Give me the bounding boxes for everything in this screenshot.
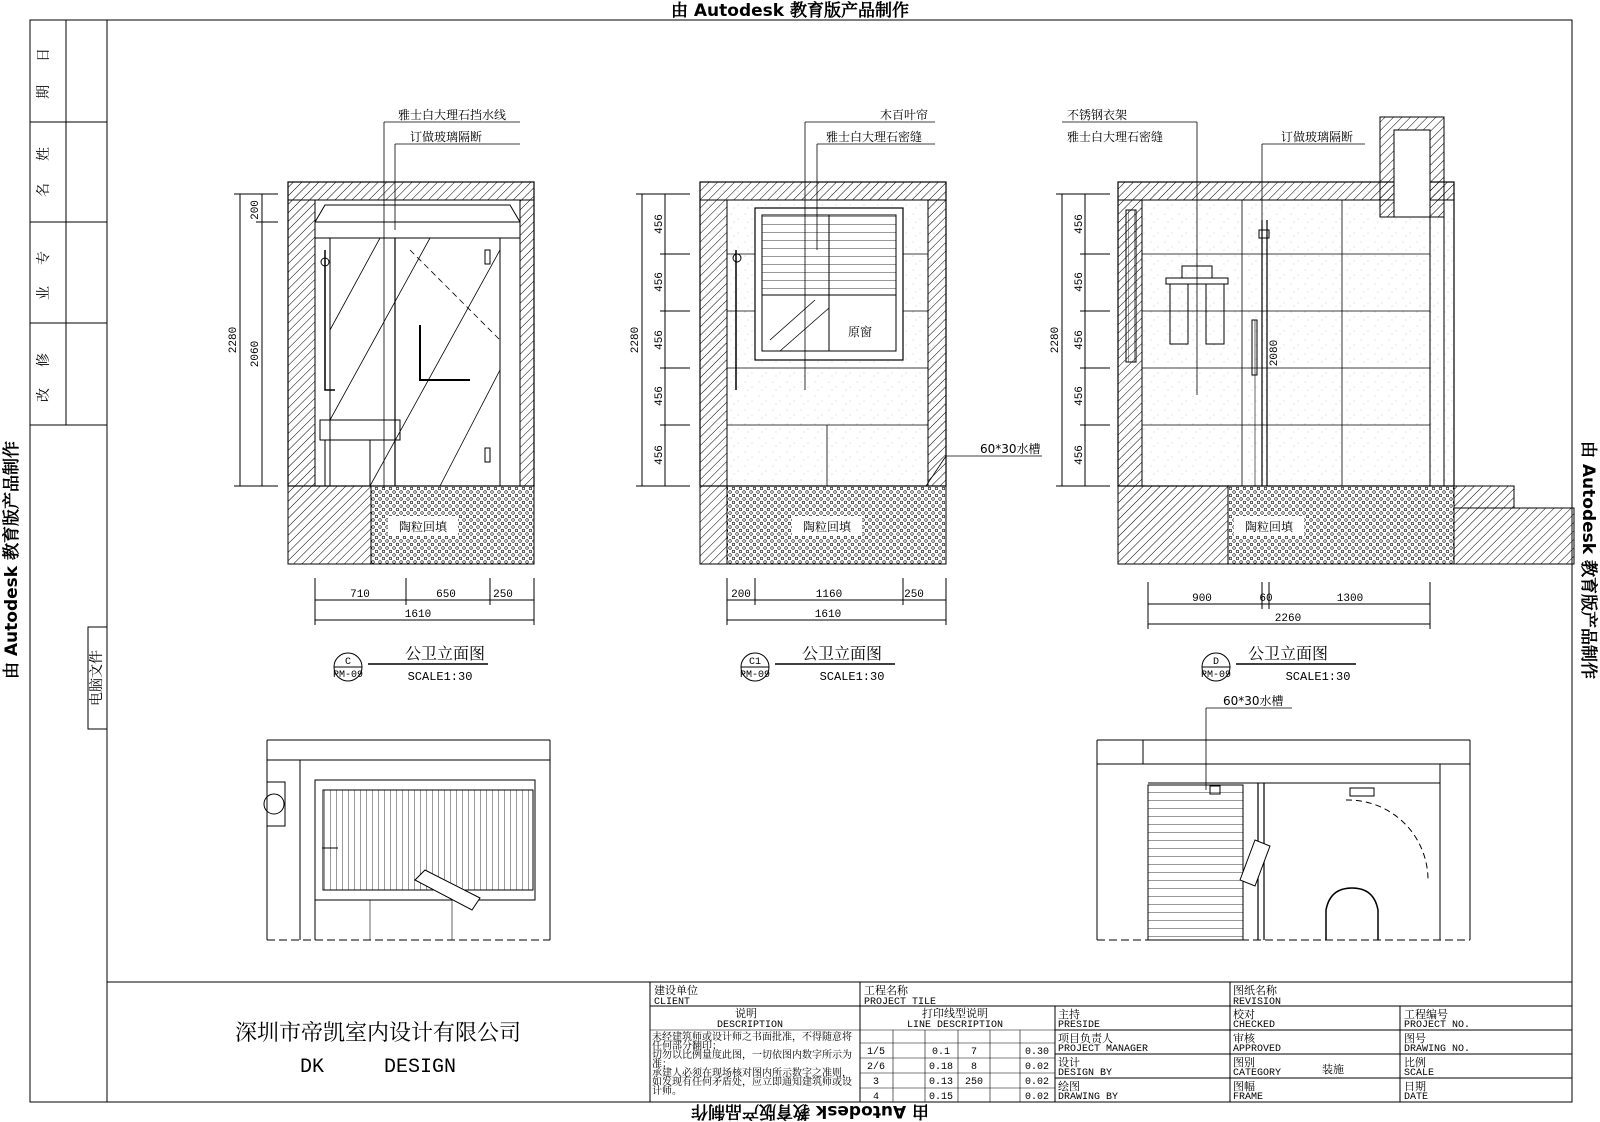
line-row-4-a: 4 bbox=[872, 1092, 880, 1103]
line-cn: 打印线型说明 bbox=[922, 1007, 988, 1020]
callout-d-2: 雅士白大理石密缝 bbox=[1067, 130, 1164, 144]
hdim-c1-1: 200 bbox=[731, 589, 751, 601]
vdim-d-6: 2080 bbox=[1269, 339, 1281, 367]
vdim-c1-1: 456 bbox=[654, 214, 666, 234]
drawing-en: DRAWING BY bbox=[1058, 1092, 1119, 1103]
strip-char: 修 bbox=[36, 353, 52, 367]
vdim-c1-5: 456 bbox=[654, 445, 666, 465]
strip-char: 日 bbox=[36, 48, 52, 62]
drawno-en: DRAWING NO. bbox=[1404, 1044, 1471, 1055]
line-row-3-c: 250 bbox=[964, 1077, 984, 1088]
preside-en: PRESIDE bbox=[1058, 1020, 1101, 1031]
elevation-c bbox=[228, 107, 534, 684]
vdim-d-1: 456 bbox=[1074, 214, 1086, 234]
date-cn: 日期 bbox=[1404, 1080, 1426, 1093]
pm-cn: 项目负责人 bbox=[1058, 1032, 1113, 1045]
hdim-d-total: 2260 bbox=[1274, 613, 1302, 625]
drawno-cn: 图号 bbox=[1404, 1032, 1426, 1045]
marker-sheet-c1: PM-09 bbox=[739, 670, 771, 681]
category-cn: 图别 bbox=[1233, 1056, 1255, 1069]
vdim-c1-2: 456 bbox=[654, 272, 666, 292]
hdim-c-3: 250 bbox=[493, 589, 513, 601]
fill-label-c: 陶粒回填 bbox=[398, 520, 448, 534]
hdim-c1-total: 1610 bbox=[814, 609, 842, 621]
preside-cn: 主持 bbox=[1058, 1008, 1080, 1021]
line-row-1-a: 1/5 bbox=[866, 1047, 886, 1058]
fill-label-d: 陶粒回填 bbox=[1244, 520, 1294, 534]
title-d: 公卫立面图 bbox=[1247, 644, 1329, 663]
fill-label-c1: 陶粒回填 bbox=[802, 520, 852, 534]
client-en: CLIENT bbox=[654, 997, 691, 1008]
title-c1: 公卫立面图 bbox=[801, 644, 883, 663]
file-label: 电脑文件 bbox=[89, 650, 105, 706]
projno-en: PROJECT NO. bbox=[1404, 1020, 1471, 1031]
desc-line: 如发现有任何矛盾处，应立即通知建筑师或设 bbox=[652, 1078, 852, 1089]
hdim-d-2: 60 bbox=[1259, 593, 1273, 605]
strip-char: 改 bbox=[36, 388, 52, 402]
vdim-c1-4: 456 bbox=[654, 386, 666, 406]
scale-d: SCALE1:30 bbox=[1285, 670, 1351, 684]
revision-en: REVISION bbox=[1233, 997, 1282, 1008]
callout-d-3: 订做玻璃隔断 bbox=[1281, 130, 1354, 144]
strip-char: 业 bbox=[36, 286, 52, 300]
design-cn: 设计 bbox=[1058, 1056, 1080, 1069]
scale-c1: SCALE1:30 bbox=[819, 670, 885, 684]
frame-en: FRAME bbox=[1233, 1092, 1264, 1103]
callout-c-2: 订做玻璃隔断 bbox=[410, 130, 483, 144]
desc-line: 任何部分翻印； bbox=[652, 1042, 722, 1053]
approved-en: APPROVED bbox=[1233, 1044, 1282, 1055]
hdim-d-1: 900 bbox=[1192, 593, 1212, 605]
strip-char: 专 bbox=[36, 251, 52, 265]
revision-cn: 图纸名称 bbox=[1233, 984, 1277, 997]
vdim-c-total: 2280 bbox=[228, 326, 240, 354]
line-row-2-d: 0.02 bbox=[1024, 1062, 1050, 1073]
drawing-cn: 绘图 bbox=[1058, 1080, 1080, 1093]
watermark-left: 由 Autodesk 教育版产品制作 bbox=[2, 440, 22, 680]
hdim-c-total: 1610 bbox=[404, 609, 432, 621]
vdim-d-2: 456 bbox=[1074, 272, 1086, 292]
plan-slot-label: 60*30水槽 bbox=[1223, 694, 1284, 708]
callout-c1-1: 木百叶帘 bbox=[880, 108, 929, 122]
line-row-3-b: 0.13 bbox=[928, 1077, 954, 1088]
desc-line: 计师。 bbox=[652, 1087, 682, 1098]
hdim-c1-3: 250 bbox=[904, 589, 924, 601]
watermark-bottom: 由 Autodesk 教育版产品制作 bbox=[690, 1101, 930, 1121]
design-en: DESIGN BY bbox=[1058, 1068, 1113, 1079]
strip-char: 姓 bbox=[36, 147, 52, 161]
checked-en: CHECKED bbox=[1233, 1020, 1276, 1031]
scale-cn: 比例 bbox=[1404, 1056, 1426, 1069]
desc-en: DESCRIPTION bbox=[716, 1020, 784, 1031]
scale-c: SCALE1:30 bbox=[407, 670, 473, 684]
elevation-d bbox=[1050, 107, 1574, 684]
vdim-d-4: 456 bbox=[1074, 386, 1086, 406]
window-label: 原窗 bbox=[847, 325, 873, 339]
line-row-1-b: 0.1 bbox=[931, 1047, 951, 1058]
vdim-d-3: 456 bbox=[1074, 330, 1086, 350]
marker-sheet-d: PM-09 bbox=[1200, 670, 1232, 681]
desc-line: 承建人必须在现场核对图内所示数字之准则， bbox=[652, 1069, 852, 1080]
date-en: DATE bbox=[1404, 1092, 1429, 1103]
hdim-c-1: 710 bbox=[350, 589, 370, 601]
marker-sheet-c: PM-09 bbox=[332, 670, 364, 681]
desc-line: 切勿以比例量度此图，一切依图内数字所示为 bbox=[652, 1051, 852, 1062]
line-row-2-b: 0.18 bbox=[928, 1062, 954, 1073]
elevation-c1 bbox=[630, 107, 1042, 684]
vdim-c1-total: 2280 bbox=[630, 326, 642, 354]
project-cn: 工程名称 bbox=[864, 984, 908, 997]
line-row-4-b: 0.15 bbox=[928, 1092, 954, 1103]
line-row-4-d: 0.02 bbox=[1024, 1092, 1050, 1103]
line-row-1-c: 7 bbox=[970, 1047, 978, 1058]
hdim-c1-2: 1160 bbox=[815, 589, 843, 601]
plan-left bbox=[264, 740, 550, 940]
scale-en: SCALE bbox=[1404, 1068, 1435, 1079]
project-en: PROJECT TILE bbox=[864, 997, 937, 1008]
category-value: 装施 bbox=[1322, 1063, 1344, 1076]
line-row-3-a: 3 bbox=[872, 1077, 880, 1088]
vdim-c-2: 200 bbox=[250, 200, 262, 220]
slot-label: 60*30水槽 bbox=[980, 442, 1041, 456]
desc-line: 未经建筑师或设计师之书面批准，不得随意将 bbox=[652, 1033, 852, 1044]
callout-d-1: 不锈钢衣架 bbox=[1067, 108, 1128, 122]
desc-cn: 说明 bbox=[735, 1007, 757, 1020]
callout-c1-2: 雅士白大理石密缝 bbox=[826, 130, 923, 144]
vdim-d-total: 2280 bbox=[1050, 326, 1062, 354]
projno-cn: 工程编号 bbox=[1404, 1008, 1448, 1021]
client-cn: 建设单位 bbox=[654, 984, 698, 997]
watermark-top: 由 Autodesk 教育版产品制作 bbox=[670, 1, 910, 21]
title-c: 公卫立面图 bbox=[404, 644, 486, 663]
marker-id-c1: C1 bbox=[748, 657, 762, 668]
marker-id-c: C bbox=[344, 657, 352, 668]
strip-char: 名 bbox=[36, 183, 52, 197]
strip-char: 期 bbox=[36, 85, 52, 99]
approved-cn: 审核 bbox=[1233, 1032, 1255, 1045]
vdim-d-5: 456 bbox=[1074, 445, 1086, 465]
marker-id-d: D bbox=[1212, 657, 1220, 668]
vdim-c-1: 2060 bbox=[250, 340, 262, 368]
revision-strip bbox=[30, 20, 107, 729]
line-row-2-c: 8 bbox=[970, 1062, 978, 1073]
line-row-3-d: 0.02 bbox=[1024, 1077, 1050, 1088]
pm-en: PROJECT MANAGER bbox=[1058, 1044, 1149, 1055]
title-block bbox=[107, 982, 1572, 1103]
category-en: CATEGORY bbox=[1233, 1068, 1282, 1079]
line-row-2-a: 2/6 bbox=[866, 1062, 886, 1073]
line-en: LINE DESCRIPTION bbox=[906, 1020, 1004, 1031]
checked-cn: 校对 bbox=[1233, 1008, 1255, 1021]
callout-c-1: 雅士白大理石挡水线 bbox=[398, 108, 507, 122]
company-name: 深圳市帝凯室内设计有限公司 bbox=[234, 1021, 522, 1046]
hdim-c-2: 650 bbox=[436, 589, 456, 601]
watermark-right: 由 Autodesk 教育版产品制作 bbox=[1578, 440, 1598, 680]
brand-name: DK DESIGN bbox=[299, 1056, 457, 1079]
line-row-1-d: 0.30 bbox=[1024, 1047, 1050, 1058]
vdim-c1-3: 456 bbox=[654, 330, 666, 350]
desc-line: 准； bbox=[652, 1060, 672, 1071]
hdim-d-3: 1300 bbox=[1336, 593, 1364, 605]
frame-cn: 图幅 bbox=[1233, 1080, 1255, 1093]
plan-right bbox=[1097, 693, 1470, 940]
